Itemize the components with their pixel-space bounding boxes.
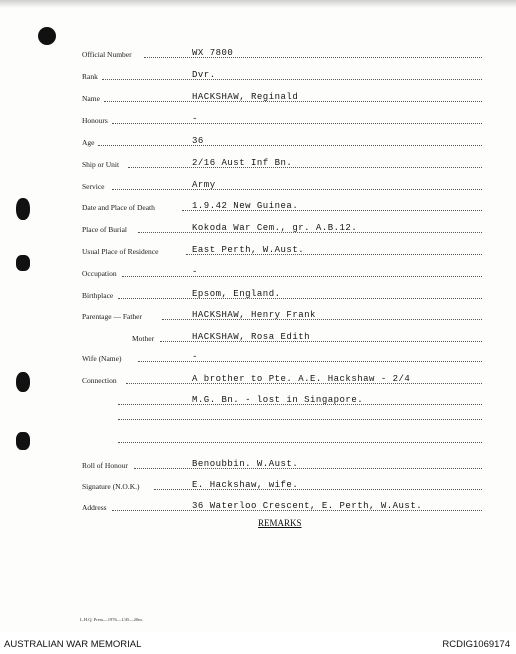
row-address: [82, 498, 482, 512]
mother-label: Mother: [132, 334, 155, 343]
address-label: Address: [82, 503, 107, 512]
remarks-heading: REMARKS: [258, 518, 302, 528]
row-age: [82, 133, 482, 147]
date-place-death-label: Date and Place of Death: [82, 203, 155, 212]
date-place-death-value: 1.9.42 New Guinea.: [192, 201, 299, 211]
punch-hole: [16, 372, 30, 392]
wife-value: -: [192, 352, 198, 362]
ship-or-unit-label: Ship or Unit: [82, 160, 120, 169]
connection-value: A brother to Pte. A.E. Hackshaw - 2/4: [192, 374, 411, 384]
dotted-line: [98, 145, 482, 146]
row-name: [82, 89, 482, 103]
punch-hole: [16, 255, 30, 271]
row-roll-of-honour: [82, 456, 482, 470]
service-label: Service: [82, 182, 105, 191]
row-rank: [82, 67, 482, 81]
usual-residence-label: Usual Place of Residence: [82, 247, 159, 256]
rank-label: Rank: [82, 72, 98, 81]
name-value: HACKSHAW, Reginald: [192, 92, 299, 102]
row-connection-cont: [82, 392, 482, 406]
footer-record-id: RCDIG1069174: [442, 639, 510, 650]
connection-label: Connection: [82, 376, 117, 385]
roll-of-honour-value: Benoubbin. W.Aust.: [192, 459, 299, 469]
occupation-value: -: [192, 267, 198, 277]
father-label: Parentage — Father: [82, 312, 142, 321]
name-label: Name: [82, 94, 100, 103]
row-wife: [82, 349, 482, 363]
address-value: 36 Waterloo Crescent, E. Perth, W.Aust.: [192, 501, 423, 511]
row-official-number: [82, 45, 482, 59]
scan-top-edge: [0, 0, 516, 8]
official-number-label: Official Number: [82, 50, 132, 59]
usual-residence-value: East Perth, W.Aust.: [192, 245, 305, 255]
roll-of-honour-label: Roll of Honour: [82, 461, 128, 470]
row-occupation: [82, 264, 482, 278]
row-mother: [82, 329, 482, 343]
row-connection: [82, 371, 482, 385]
signature-value: E. Hackshaw, wife.: [192, 480, 299, 490]
dotted-line: [118, 298, 482, 299]
dotted-line: [138, 361, 482, 362]
place-of-burial-value: Kokoda War Cem., gr. A.B.12.: [192, 223, 358, 233]
ship-or-unit-value: 2/16 Aust Inf Bn.: [192, 158, 293, 168]
honours-label: Honours: [82, 116, 108, 125]
birthplace-label: Birthplace: [82, 291, 114, 300]
dotted-line: [134, 468, 482, 469]
dotted-line: [102, 79, 482, 80]
connection-value-line2: M.G. Bn. - lost in Singapore.: [192, 395, 364, 405]
row-signature: [82, 477, 482, 491]
punch-hole: [16, 432, 30, 450]
footer-institution: AUSTRALIAN WAR MEMORIAL: [4, 639, 142, 650]
row-usual-residence: [82, 242, 482, 256]
birthplace-value: Epsom, England.: [192, 289, 281, 299]
blank-dotted-line: [118, 419, 482, 420]
service-value: Army: [192, 180, 216, 190]
honours-value: -: [192, 114, 198, 124]
row-honours: [82, 111, 482, 125]
printer-imprint: L.H.Q. Press—1976—1/45—20m.: [80, 617, 143, 622]
blank-dotted-line: [118, 442, 482, 443]
wife-label: Wife (Name): [82, 354, 122, 363]
official-number-value: WX 7800: [192, 48, 234, 58]
mother-value: HACKSHAW, Rosa Edith: [192, 332, 311, 342]
dotted-line: [112, 189, 482, 190]
row-ship-or-unit: [82, 155, 482, 169]
row-birthplace: [82, 286, 482, 300]
punch-hole: [16, 198, 30, 220]
row-father: [82, 307, 482, 321]
age-label: Age: [82, 138, 95, 147]
dotted-line: [122, 276, 482, 277]
archive-footer: [0, 633, 516, 654]
dotted-line: [128, 167, 482, 168]
row-place-of-burial: [82, 220, 482, 234]
punch-hole: [38, 27, 56, 45]
dotted-line: [112, 123, 482, 124]
row-date-place-death: [82, 198, 482, 212]
row-service: [82, 177, 482, 191]
age-value: 36: [192, 136, 204, 146]
signature-label: Signature (N.O.K.): [82, 482, 140, 491]
occupation-label: Occupation: [82, 269, 117, 278]
place-of-burial-label: Place of Burial: [82, 225, 127, 234]
father-value: HACKSHAW, Henry Frank: [192, 310, 316, 320]
rank-value: Dvr.: [192, 70, 216, 80]
